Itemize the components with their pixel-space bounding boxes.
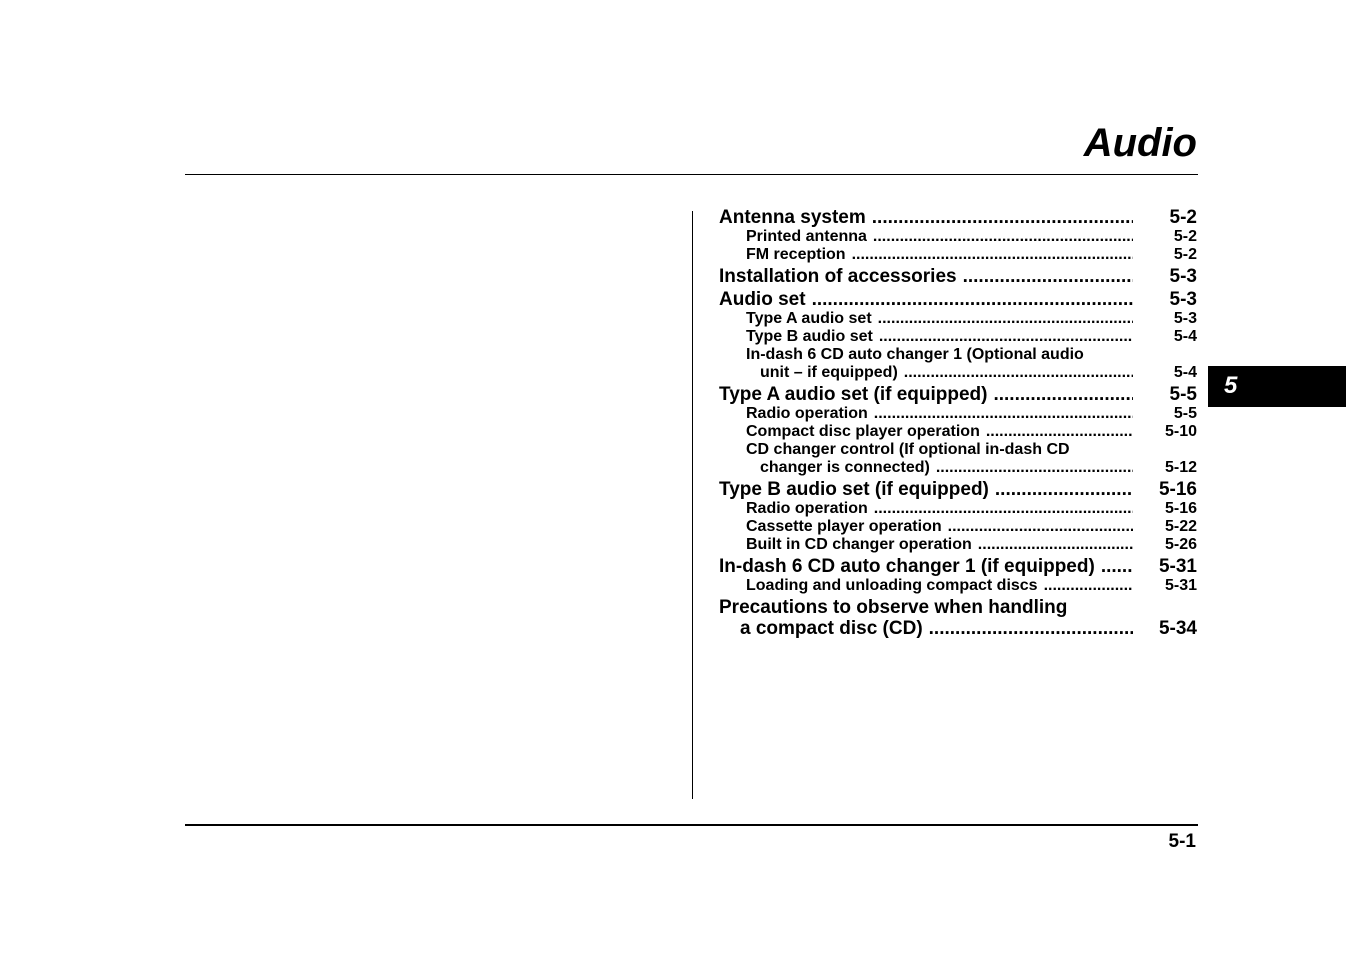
dot-leader (948, 518, 1133, 536)
toc-entry[interactable] (719, 328, 1197, 346)
toc-page-number: 5-31 (1164, 577, 1197, 594)
toc-entry-title: Antenna system (719, 207, 866, 228)
chapter-tab-number: 5 (1224, 372, 1238, 399)
toc-page-number: 5-16 (1164, 500, 1197, 517)
dot-leader (1044, 577, 1133, 595)
toc-entry[interactable] (719, 405, 1197, 423)
toc-entry[interactable] (719, 384, 1197, 405)
toc-entry[interactable] (719, 536, 1197, 554)
toc-entry[interactable] (719, 597, 1197, 618)
dot-leader (904, 364, 1133, 382)
toc-entry-title: In-dash 6 CD auto changer 1 (if equipped) (719, 556, 1095, 577)
dot-leader (878, 310, 1133, 328)
dot-leader (879, 328, 1133, 346)
toc-entry-title: Loading and unloading compact discs (746, 577, 1038, 594)
toc-entry-title: CD changer control (If optional in-dash CD (746, 441, 1070, 458)
toc-entry-continuation[interactable] (719, 459, 1197, 477)
toc-entry[interactable] (719, 346, 1197, 364)
toc-entry[interactable] (719, 577, 1197, 595)
dot-leader (986, 423, 1133, 441)
chapter-tab[interactable] (1208, 366, 1346, 407)
toc-entry-title-continuation: changer is connected) (760, 459, 930, 476)
toc-entry-continuation[interactable] (719, 618, 1197, 639)
toc-entry-continuation[interactable] (719, 364, 1197, 382)
toc-page-number: 5-3 (1173, 310, 1197, 327)
dot-leader (978, 536, 1133, 554)
dot-leader (873, 228, 1133, 246)
dot-leader (995, 479, 1133, 500)
toc-entry-title: Radio operation (746, 500, 868, 517)
toc-page-number: 5-5 (1173, 405, 1197, 422)
toc-entry[interactable] (719, 518, 1197, 536)
toc-page-number: 5-3 (1169, 289, 1197, 310)
column-divider (692, 211, 693, 799)
toc-entry-title: Radio operation (746, 405, 868, 422)
dot-leader (936, 459, 1133, 477)
toc-entry[interactable] (719, 228, 1197, 246)
toc-page-number: 5-4 (1173, 328, 1197, 345)
toc-entry-title: Cassette player operation (746, 518, 942, 535)
toc-entry[interactable] (719, 556, 1197, 577)
toc-entry-title: Type A audio set (746, 310, 872, 327)
toc-entry[interactable] (719, 266, 1197, 287)
dot-leader (874, 500, 1133, 518)
toc-entry-title: Installation of accessories (719, 266, 957, 287)
toc-page-number: 5-5 (1169, 384, 1197, 405)
dot-leader (1101, 556, 1133, 577)
toc-page-number: 5-3 (1169, 266, 1197, 287)
toc-page-number: 5-22 (1164, 518, 1197, 535)
toc-entry[interactable] (719, 479, 1197, 500)
toc-entry-title: FM reception (746, 246, 846, 263)
page-number: 5-1 (1168, 831, 1196, 852)
dot-leader (872, 207, 1133, 228)
toc-entry[interactable] (719, 500, 1197, 518)
toc-entry-title: Compact disc player operation (746, 423, 980, 440)
dot-leader (929, 618, 1133, 639)
toc-page-number: 5-2 (1173, 228, 1197, 245)
toc-entry-title: Precautions to observe when handling (719, 597, 1068, 618)
toc-page-number: 5-12 (1164, 459, 1197, 476)
toc-page-number: 5-31 (1158, 556, 1197, 577)
footer-rule (185, 824, 1198, 826)
chapter-title: Audio (1083, 121, 1197, 165)
toc-page-number: 5-16 (1158, 479, 1197, 500)
dot-leader (874, 405, 1133, 423)
toc-entry[interactable] (719, 289, 1197, 310)
toc-page-number: 5-2 (1173, 246, 1197, 263)
toc-entry-title: Type A audio set (if equipped) (719, 384, 988, 405)
table-of-contents (719, 207, 1197, 639)
toc-entry[interactable] (719, 207, 1197, 228)
toc-entry[interactable] (719, 246, 1197, 264)
toc-page-number: 5-4 (1173, 364, 1197, 381)
toc-entry-title: Audio set (719, 289, 806, 310)
toc-page-number: 5-26 (1164, 536, 1197, 553)
toc-page-number: 5-2 (1169, 207, 1197, 228)
dot-leader (812, 289, 1133, 310)
dot-leader (963, 266, 1133, 287)
toc-entry-title: Printed antenna (746, 228, 867, 245)
toc-page-number: 5-10 (1164, 423, 1197, 440)
toc-entry[interactable] (719, 423, 1197, 441)
dot-leader (852, 246, 1133, 264)
header-rule (185, 174, 1198, 175)
toc-entry-title: Type B audio set (746, 328, 873, 345)
toc-entry[interactable] (719, 441, 1197, 459)
toc-entry-title: Built in CD changer operation (746, 536, 972, 553)
toc-entry[interactable] (719, 310, 1197, 328)
toc-entry-title-continuation: unit – if equipped) (760, 364, 898, 381)
toc-page-number: 5-34 (1158, 618, 1197, 639)
toc-entry-title-continuation: a compact disc (CD) (740, 618, 923, 639)
dot-leader (993, 384, 1133, 405)
toc-entry-title: In-dash 6 CD auto changer 1 (Optional audio (746, 346, 1084, 363)
toc-entry-title: Type B audio set (if equipped) (719, 479, 989, 500)
